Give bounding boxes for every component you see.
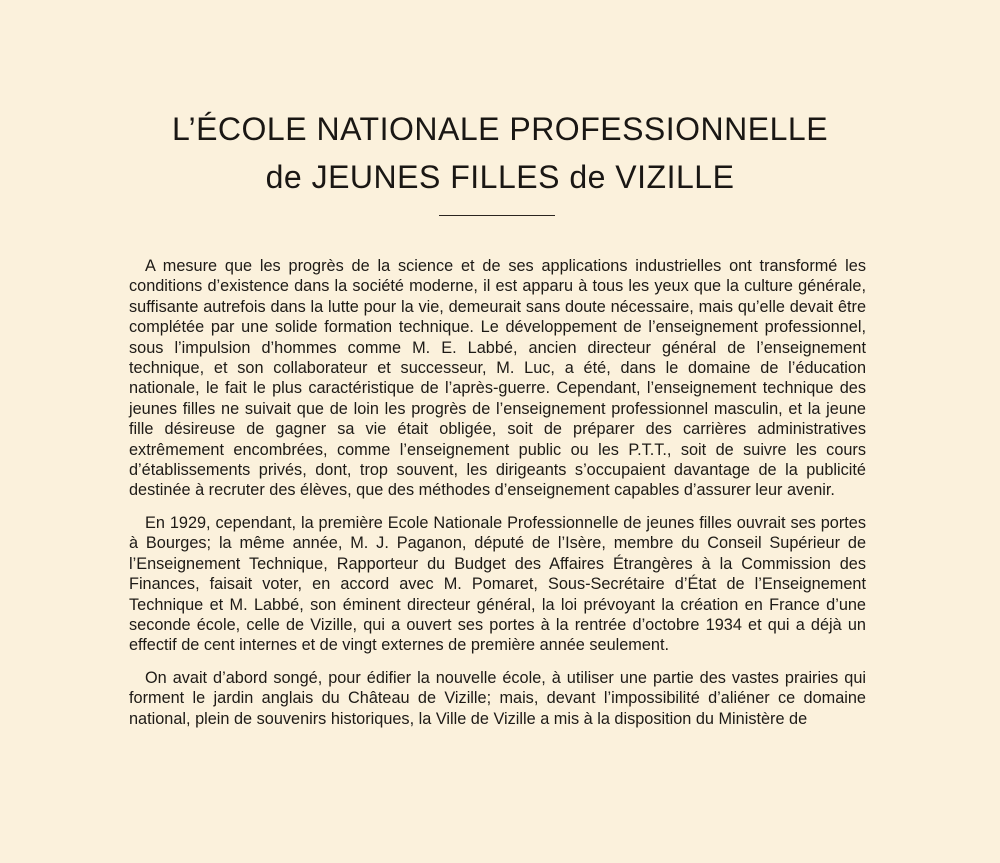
title-line-2: de JEUNES FILLES de VIZILLE xyxy=(265,159,735,195)
paragraph-2: En 1929, cependant, la première Ecole Nationale Professionnelle de jeunes filles ouvrait ses portes à Bourges; la même année, M. J. Paganon, député de l’Isère, membre du Conseil Supérieur de l’Enseignement Technique, Rapporteur du Budget des Affaires Étrangères à la Commission des Finances, faisait voter, en accord avec M. Pomaret, Sous-Secrétaire d’État de l’Enseignement Technique et M. Labbé, son éminent directeur général, la loi prévoyant la création en France d’une seconde école, celle de Vizille, qui a ouvert ses portes à la rentrée d’octobre 1934 et qui a déjà un effectif de cent internes et de vingt externes de première année seulement. xyxy=(129,513,866,655)
title-line-1: L’ÉCOLE NATIONALE PROFESSIONNELLE xyxy=(171,111,829,147)
paragraph-1: A mesure que les progrès de la science et de ses applications industrielles ont transformé les conditions d’existence dans la société moderne, il est apparu à tous les yeux que la culture générale, suffisante autrefois dans la lutte pour la vie, demeurait sans doute nécessaire, mais qu’elle devait être complétée par une solide formation technique. Le développement de l’enseignement professionnel, sous l’impulsion d’hommes comme M. E. Labbé, ancien directeur général de l’enseignement technique, et son collaborateur et successeur, M. Luc, a été, dans le domaine de l’éducation nationale, le fait le plus caractéristique de l’après-guerre. Cependant, l’enseignement technique des jeunes filles ne suivait que de loin les progrès de l’enseignement professionnel masculin, et la jeune fille désireuse de gagner sa vie était obligée, soit de préparer des carrières administratives extrêmement encombrées, comme l’enseignement public ou les P.T.T., soit de suivre les cours d’établissements privés, dont, trop souvent, les dirigeants s’occupaient davantage de la publicité destinée à recruter des élèves, que des méthodes d’enseignement capables d’assurer leur avenir. xyxy=(129,257,866,500)
document-body xyxy=(129,256,866,741)
paragraph-3: On avait d’abord songé, pour édifier la nouvelle école, à utiliser une partie des vastes prairies qui forment le jardin anglais du Château de Vizille; mais, devant l’impossibilité d’aliéner ce domaine national, plein de souvenirs historiques, la Ville de Vizille a mis à la disposition du Ministère de xyxy=(129,668,866,728)
title-divider xyxy=(439,215,555,216)
